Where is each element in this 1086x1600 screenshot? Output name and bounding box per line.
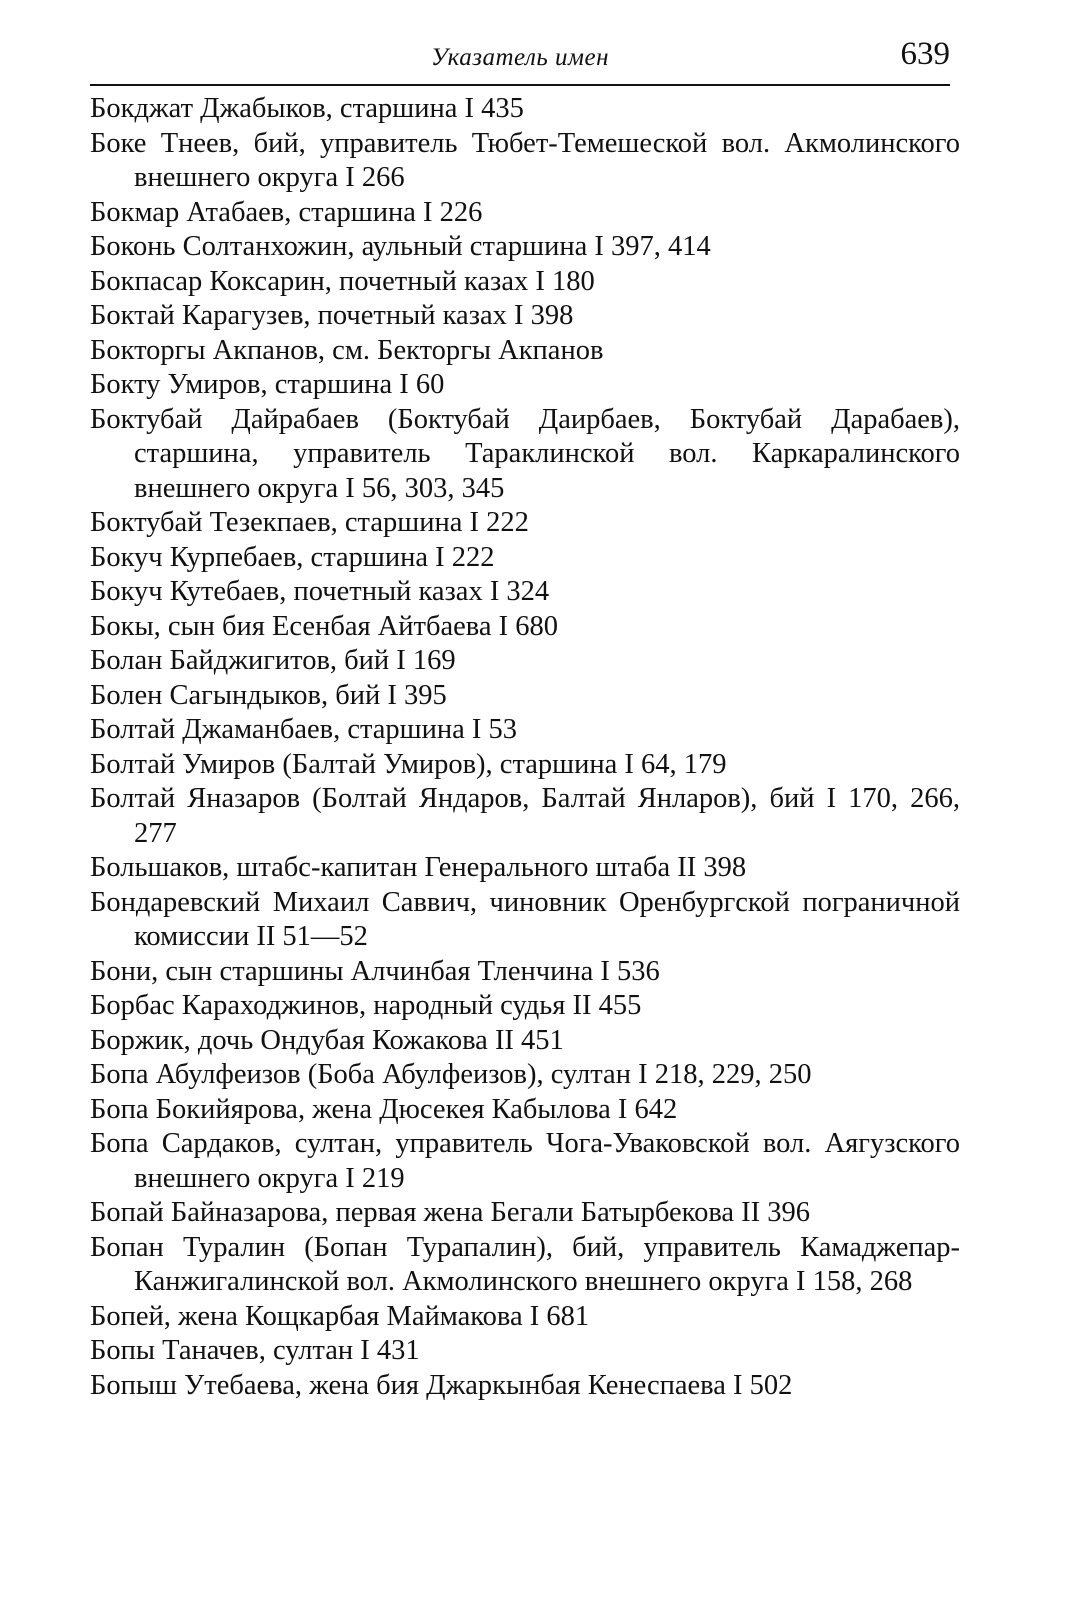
index-entry: Бокуч Кутебаев, почетный казах I 324 <box>90 576 550 607</box>
index-entry: Бопей, жена Кощкарбая Маймакова I 681 <box>90 1300 590 1332</box>
index-entry: Бокы, сын бия Есенбая Айтбаева I 680 <box>90 610 559 642</box>
index-entry: Боконь Солтанхожин, аульный старшина I 397, 414 <box>90 231 711 262</box>
index-entry: Бокпасар Коксарин, почетный казах I 180 <box>90 265 595 297</box>
name-index-list <box>90 92 960 1403</box>
index-entry: Болтай Джаманбаев, старшина I 53 <box>90 714 518 745</box>
index-entry: Бопа Бокийярова, жена Дюсекея Кабылова I 642 <box>90 1093 678 1125</box>
index-entry: Бопан Туралин (Бопан Турапалин), бий, управитель Камаджепар-Канжигалинской вол. Акмолинского внешнего округа I 158, 268 <box>90 1231 960 1297</box>
index-entry: Бокту Умиров, старшина I 60 <box>90 369 445 400</box>
index-entry: Бокмар Атабаев, старшина I 226 <box>90 196 483 228</box>
index-entry: Боке Тнеев, бий, управитель Тюбет-Темешеской вол. Акмолинского внешнего округа I 266 <box>90 127 960 193</box>
index-entry: Большаков, штабс-капитан Генерального штаба II 398 <box>90 852 747 883</box>
index-entry: Болен Сагындыков, бий I 395 <box>90 679 447 711</box>
index-entry: Борбас Караходжинов, народный судья II 455 <box>90 990 642 1021</box>
index-entry: Боктубай Тезекпаев, старшина I 222 <box>90 507 529 538</box>
index-entry: Бони, сын старшины Алчинбая Тленчина I 536 <box>90 955 660 987</box>
index-entry: Болтай Умиров (Балтай Умиров), старшина I 64, 179 <box>90 748 727 780</box>
index-entry: Боктай Карагузев, почетный казах I 398 <box>90 300 574 331</box>
index-entry: Болан Байджигитов, бий I 169 <box>90 645 456 676</box>
running-title: Указатель имен <box>430 44 610 71</box>
index-entry: Боктубай Дайрабаев (Боктубай Даирбаев, Боктубай Дарабаев), старшина, управитель Тараклинской вол. Каркаралинского внешнего округа I 56, 303, 345 <box>90 403 960 504</box>
index-entry: Бопа Сардаков, султан, управитель Чога-Уваковской вол. Аягузского внешнего округа I 219 <box>90 1128 960 1194</box>
index-entry: Бокджат Джабыков, старшина I 435 <box>90 93 524 124</box>
index-entry: Бопыш Утебаева, жена бия Джаркынбая Кенеспаева I 502 <box>90 1369 793 1401</box>
index-entry: Бокторгы Акпанов, см. Бекторгы Акпанов <box>90 334 604 366</box>
header-rule <box>90 84 950 86</box>
index-entry: Бондаревский Михаил Саввич, чиновник Оренбургской пограничной комиссии II 51—52 <box>90 886 960 952</box>
index-entry: Бопай Байназарова, первая жена Бегали Батырбекова II 396 <box>90 1197 811 1228</box>
page-number: 639 <box>900 36 950 72</box>
index-entry: Боржик, дочь Ондубая Кожакова II 451 <box>90 1024 564 1056</box>
index-entry: Бокуч Курпебаев, старшина I 222 <box>90 541 495 573</box>
index-entry: Болтай Яназаров (Болтай Яндаров, Балтай Янларов), бий I 170, 266, 277 <box>90 783 960 849</box>
index-entry: Бопа Абулфеизов (Боба Абулфеизов), султан I 218, 229, 250 <box>90 1059 812 1090</box>
index-entry: Бопы Таначев, султан I 431 <box>90 1335 420 1366</box>
running-head <box>90 36 950 84</box>
